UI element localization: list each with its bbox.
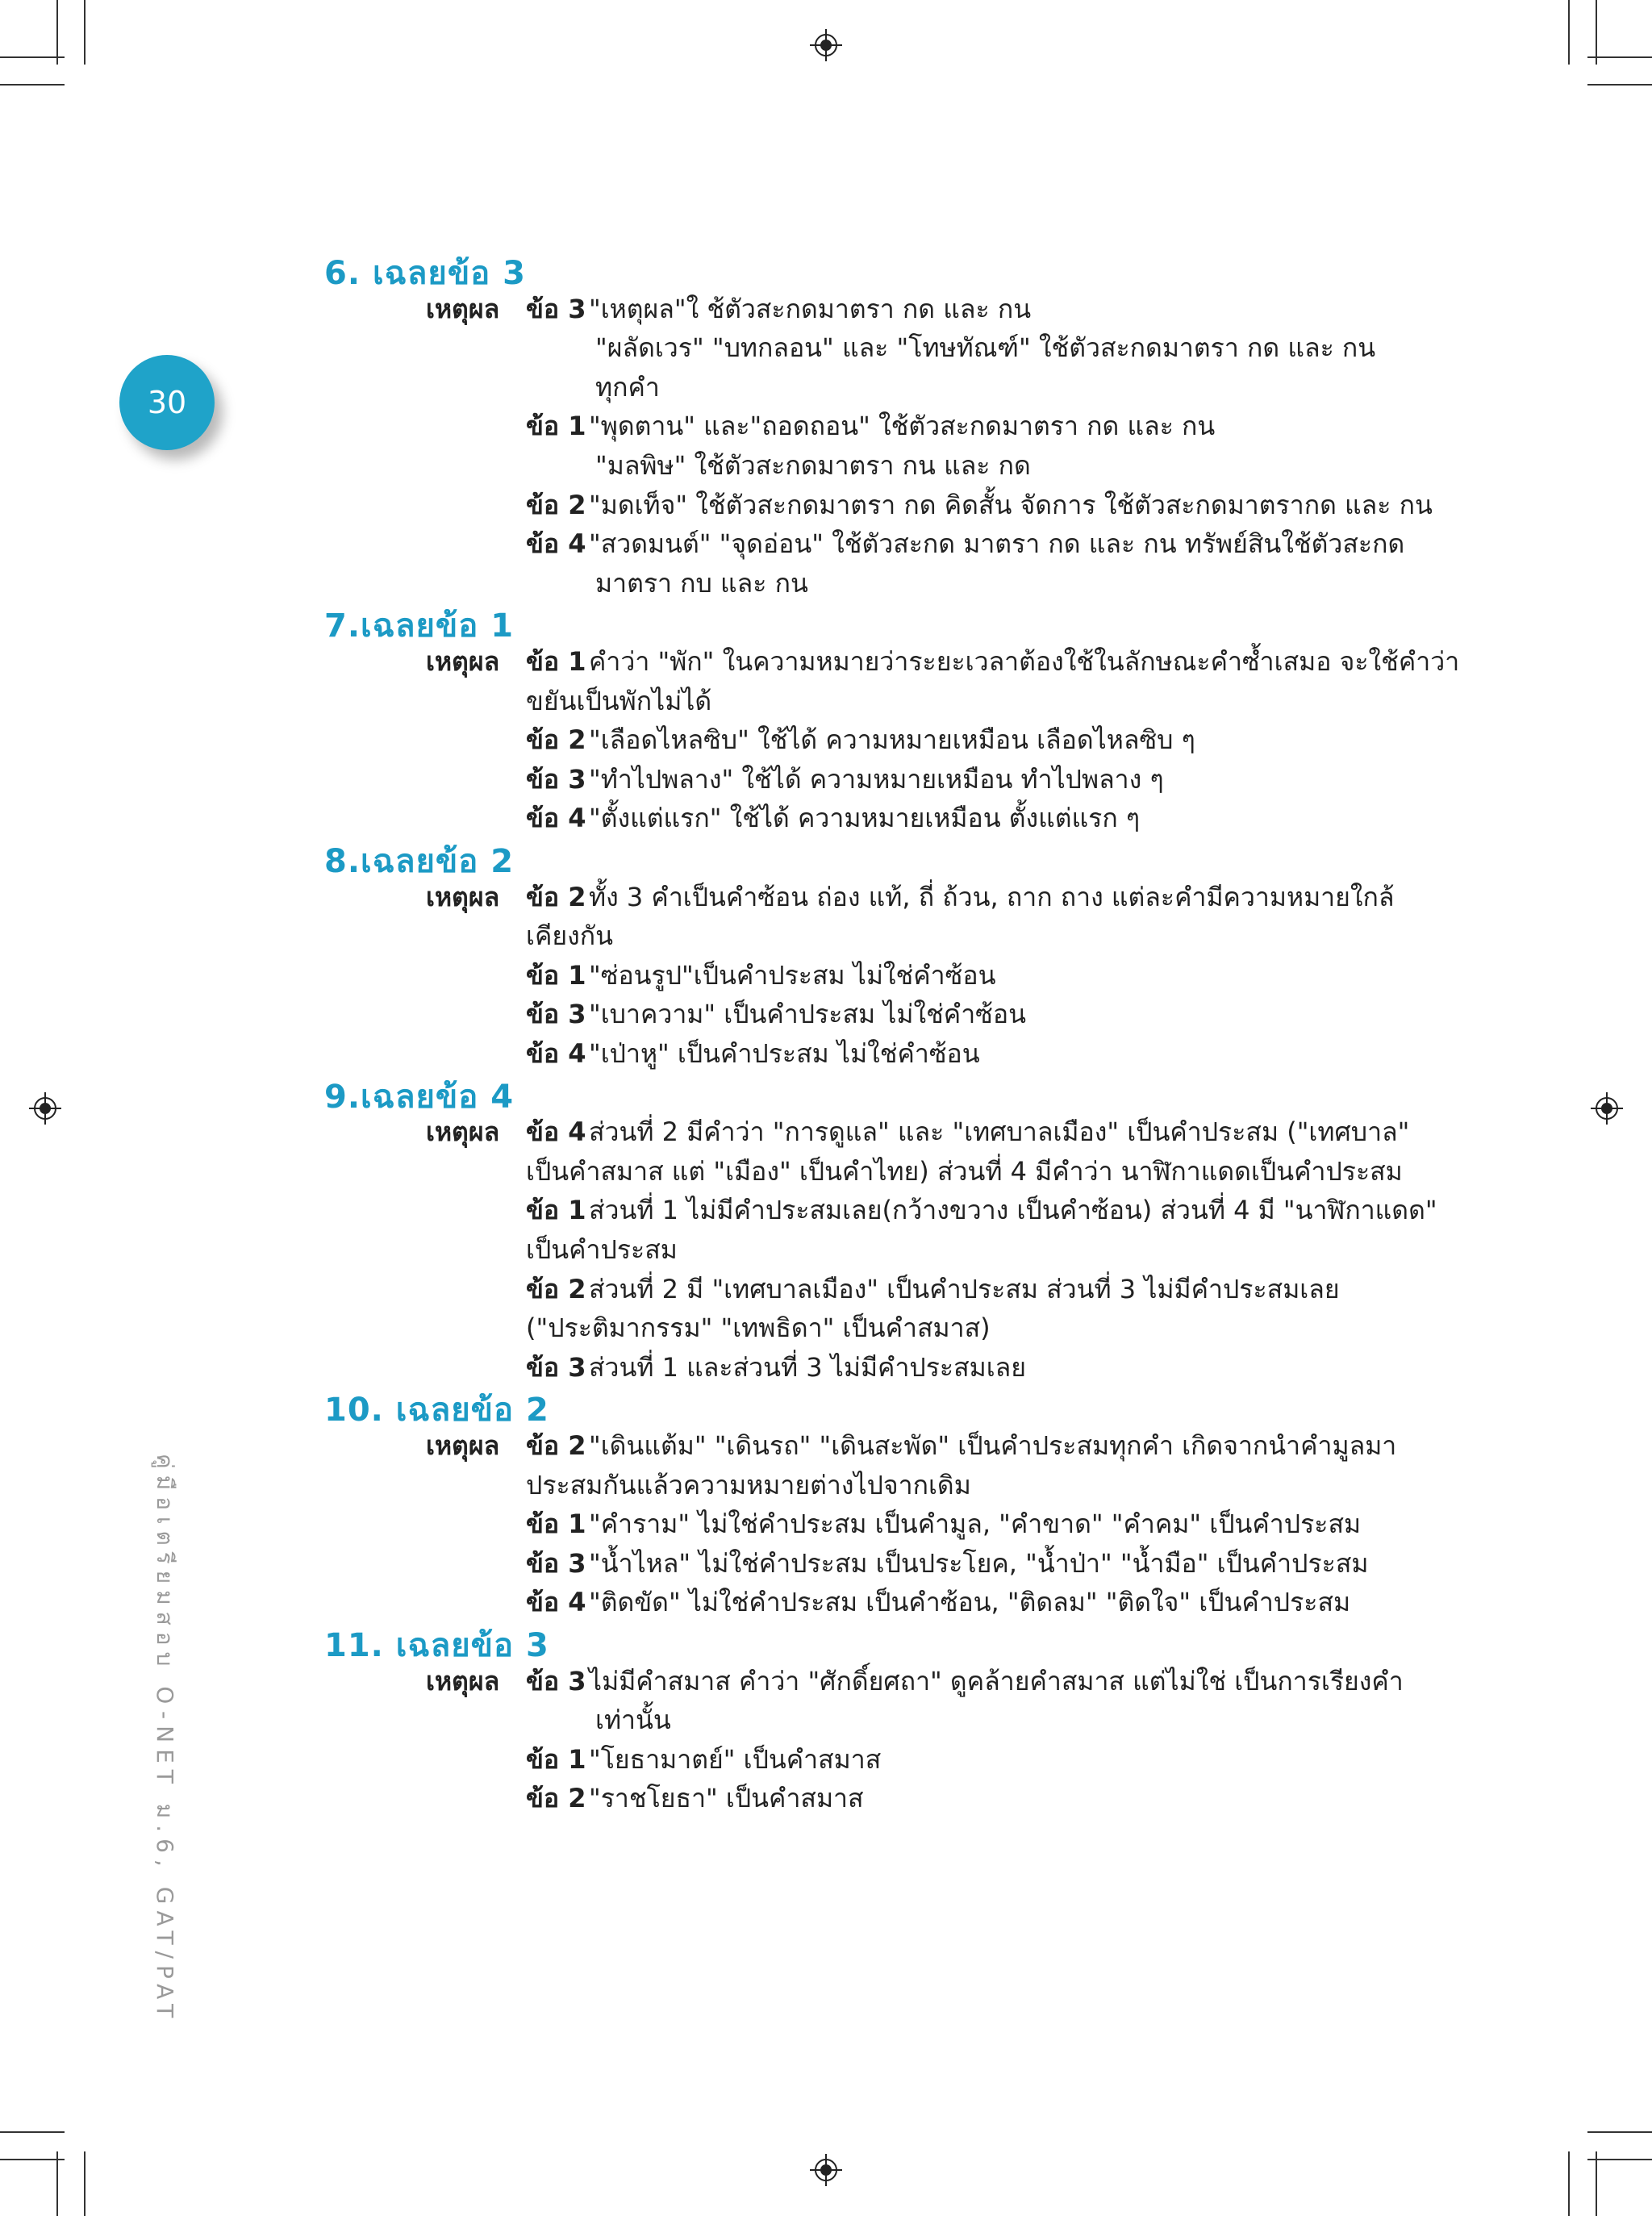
- crop-mark: [0, 84, 65, 86]
- choice-label: ข้อ 1: [526, 959, 586, 991]
- choice-label: ข้อ 2: [526, 1430, 586, 1461]
- crop-mark: [1568, 2151, 1570, 2216]
- explanation-text: "เหตุผล"ใ ช้ตัวสะกดมาตรา กด และ กน: [589, 293, 1032, 324]
- section-heading: 11. เฉลยข้อ 3: [324, 1627, 549, 1664]
- explanation-text: "มดเท็จ" ใช้ตัวสะกดมาตรา กด คิดสั้น จัดการ ใช้ตัวสะกดมาตรากด และ กน: [589, 489, 1433, 520]
- choice-label: ข้อ 4: [526, 1587, 586, 1618]
- choice-label: ข้อ 2: [526, 489, 586, 520]
- registration-mark-icon: [810, 2154, 842, 2186]
- explanation-text: "พุดตาน" และ"ถอดถอน" ใช้ตัวสะกดมาตรา กด และ กน: [589, 411, 1216, 442]
- registration-mark-icon: [810, 29, 842, 61]
- explanation-text: "เป่าหู" เป็นคำประสม ไม่ใช่คำซ้อน: [589, 1038, 980, 1069]
- explanation-text: เคียงกัน: [526, 920, 613, 952]
- crop-mark: [84, 2151, 86, 2216]
- explanation-text: "คำราม" ไม่ใช่คำประสม เป็นคำมูล, "คำขาด" "คำคม" เป็นคำประสม: [589, 1509, 1362, 1540]
- reason-label: เหตุผล: [426, 881, 500, 912]
- explanation-text: "ทำไปพลาง" ใช้ได้ ความหมายเหมือน ทำไปพลาง ๆ: [589, 763, 1164, 795]
- explanation-text: "น้ำไหล" ไม่ใช่คำประสม เป็นประโยค, "น้ำป่า" "น้ำมือ" เป็นคำประสม: [589, 1547, 1369, 1579]
- choice-label: ข้อ 2: [526, 1783, 586, 1814]
- reason-label: เหตุผล: [426, 1665, 500, 1696]
- choice-label: ข้อ 4: [526, 1116, 586, 1148]
- crop-mark: [1596, 2151, 1597, 2216]
- explanation-text: เป็นคำประสม: [526, 1234, 678, 1265]
- crop-mark: [1568, 0, 1570, 65]
- explanation-text: เท่านั้น: [595, 1705, 671, 1736]
- registration-mark-icon: [29, 1092, 61, 1125]
- explanation-text: "ตั้งแต่แรก" ใช้ได้ ความหมายเหมือน ตั้งแต่แรก ๆ: [589, 803, 1141, 834]
- choice-label: ข้อ 3: [526, 763, 586, 795]
- crop-mark: [56, 0, 58, 65]
- explanation-text: "ผลัดเวร" "บทกลอน" และ "โทษทัณฑ์" ใช้ตัวสะกดมาตรา กด และ กน: [595, 332, 1376, 364]
- explanation-text: "ติดขัด" ไม่ใช่คำประสม เป็นคำซ้อน, "ติดลม" "ติดใจ" เป็นคำประสม: [589, 1587, 1351, 1618]
- explanation-text: "ราชโยธา" เป็นคำสมาส: [589, 1783, 864, 1814]
- explanation-text: ประสมกันแล้วความหมายต่างไปจากเดิม: [526, 1469, 971, 1500]
- section-heading: 6. เฉลยข้อ 3: [324, 255, 526, 292]
- explanation-text: "เดินแต้ม" "เดินรถ" "เดินสะพัด" เป็นคำประสมทุกคำ เกิดจากนำคำมูลมา: [589, 1430, 1397, 1461]
- explanation-text: ("ประติมากรรม" "เทพธิดา" เป็นคำสมาส): [526, 1312, 991, 1344]
- choice-label: ข้อ 4: [526, 1038, 586, 1069]
- explanation-text: "มลพิษ" ใช้ตัวสะกดมาตรา กน และ กด: [595, 450, 1031, 481]
- explanation-text: ทั้ง 3 คำเป็นคำซ้อน ถ่อง แท้, ถี่ ถ้วน, ถาก ถาง แต่ละคำมีความหมายใกล้: [589, 881, 1395, 912]
- crop-mark: [1587, 84, 1652, 86]
- choice-label: ข้อ 2: [526, 1273, 586, 1304]
- choice-label: ข้อ 3: [526, 1665, 586, 1696]
- explanation-text: ทุกคำ: [595, 371, 660, 403]
- explanation-text: "ซ่อนรูป"เป็นคำประสม ไม่ใช่คำซ้อน: [589, 959, 996, 991]
- section-heading: 9.เฉลยข้อ 4: [324, 1078, 515, 1116]
- side-running-title: คู่มือเตรียมสอบ O-NET ม.6, GAT/PAT: [152, 1454, 178, 2025]
- crop-mark: [0, 2159, 65, 2160]
- page-number-badge: [119, 355, 215, 450]
- choice-label: ข้อ 2: [526, 881, 586, 912]
- registration-mark-icon: [1591, 1092, 1623, 1125]
- choice-label: ข้อ 3: [526, 1351, 586, 1383]
- crop-mark: [1587, 2159, 1652, 2160]
- crop-mark: [0, 56, 65, 58]
- crop-mark: [0, 2131, 65, 2133]
- reason-label: เหตุผล: [426, 1116, 500, 1148]
- choice-label: ข้อ 3: [526, 293, 586, 324]
- crop-mark: [1587, 2131, 1652, 2133]
- section-heading: 10. เฉลยข้อ 2: [324, 1392, 549, 1429]
- choice-label: ข้อ 3: [526, 1547, 586, 1579]
- choice-label: ข้อ 2: [526, 724, 586, 756]
- crop-mark: [84, 0, 86, 65]
- explanation-text: เป็นคำสมาส แต่ "เมือง" เป็นคำไทย) ส่วนที่ 4 มีคำว่า นาฬิกาแดดเป็นคำประสม: [526, 1155, 1403, 1187]
- reason-label: เหตุผล: [426, 1430, 500, 1461]
- section-heading: 8.เฉลยข้อ 2: [324, 843, 515, 880]
- choice-label: ข้อ 4: [526, 803, 586, 834]
- explanation-text: ขยันเป็นพักไม่ได้: [526, 685, 712, 716]
- explanation-text: มาตรา กบ และ กน: [595, 567, 808, 599]
- explanation-text: คำว่า "พัก" ในความหมายว่าระยะเวลาต้องใช้ในลักษณะคำซ้ำเสมอ จะใช้คำว่า: [589, 646, 1460, 677]
- choice-label: ข้อ 1: [526, 1509, 586, 1540]
- choice-label: ข้อ 1: [526, 411, 586, 442]
- explanation-text: "สวดมนต์" "จุดอ่อน" ใช้ตัวสะกด มาตรา กด และ กน ทรัพย์สินใช้ตัวสะกด: [589, 528, 1405, 560]
- choice-label: ข้อ 1: [526, 1743, 586, 1775]
- explanation-text: "เลือดไหลซิบ" ใช้ได้ ความหมายเหมือน เลือดไหลซิบ ๆ: [589, 724, 1195, 756]
- crop-mark: [56, 2151, 58, 2216]
- choice-label: ข้อ 1: [526, 646, 586, 677]
- choice-label: ข้อ 4: [526, 528, 586, 560]
- explanation-text: ส่วนที่ 2 มีคำว่า "การดูแล" และ "เทศบาลเมือง" เป็นคำประสม ("เทศบาล": [589, 1116, 1410, 1148]
- choice-label: ข้อ 3: [526, 999, 586, 1030]
- explanation-text: "โยธามาตย์" เป็นคำสมาส: [589, 1743, 882, 1775]
- reason-label: เหตุผล: [426, 293, 500, 324]
- page-number: 30: [147, 385, 187, 420]
- crop-mark: [1596, 0, 1597, 65]
- explanation-text: ส่วนที่ 2 มี "เทศบาลเมือง" เป็นคำประสม ส่วนที่ 3 ไม่มีคำประสมเลย: [589, 1273, 1340, 1304]
- choice-label: ข้อ 1: [526, 1195, 586, 1226]
- section-heading: 7.เฉลยข้อ 1: [324, 607, 515, 645]
- explanation-text: ส่วนที่ 1 ไม่มีคำประสมเลย(กว้างขวาง เป็นคำซ้อน) ส่วนที่ 4 มี "นาฬิกาแดด": [589, 1195, 1437, 1226]
- explanation-text: ส่วนที่ 1 และส่วนที่ 3 ไม่มีคำประสมเลย: [589, 1351, 1027, 1383]
- explanation-text: "เบาความ" เป็นคำประสม ไม่ใช่คำซ้อน: [589, 999, 1026, 1030]
- explanation-text: ไม่มีคำสมาส คำว่า "ศักดิ์ยศถา" ดูคล้ายคำสมาส แต่ไม่ใช่ เป็นการเรียงคำ: [589, 1665, 1404, 1696]
- crop-mark: [1587, 56, 1652, 58]
- reason-label: เหตุผล: [426, 646, 500, 677]
